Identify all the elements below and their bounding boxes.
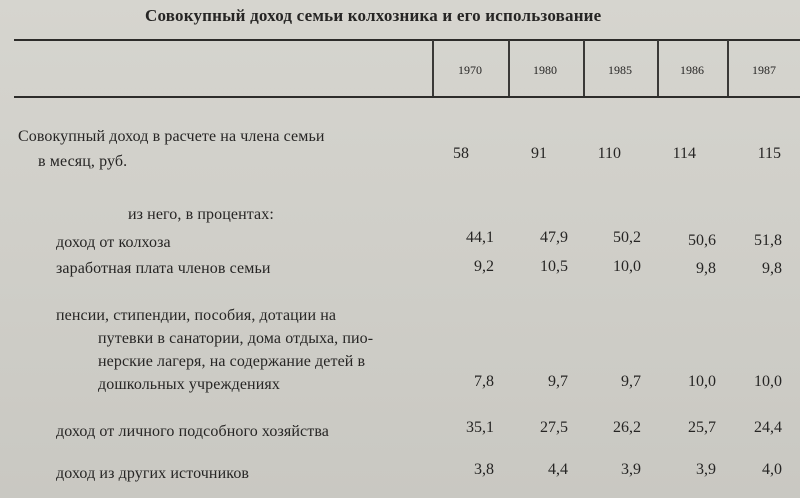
cell-value: 9,8 <box>762 260 782 277</box>
row-label-line: путевки в санатории, дома отдыха, пио- <box>98 330 374 347</box>
cell-value: 58 <box>453 145 469 162</box>
table-title: Совокупный доход семьи колхозника и его использование <box>145 6 602 25</box>
cell-value: 26,2 <box>613 419 641 436</box>
cell-value: 9,2 <box>474 258 494 275</box>
cell-value: 50,6 <box>688 232 716 249</box>
cell-value: 7,8 <box>474 373 494 390</box>
year-header-1986: 1986 <box>680 63 704 77</box>
column-divider <box>657 40 659 96</box>
cell-value: 3,9 <box>696 461 716 478</box>
cell-value: 10,0 <box>754 373 782 390</box>
cell-value: 4,0 <box>762 461 782 478</box>
row-label-line: Совокупный доход в расчете на члена семьи <box>18 128 325 145</box>
row-label-line: доход от колхоза <box>56 234 171 251</box>
cell-value: 4,4 <box>548 461 568 478</box>
cell-value: 9,8 <box>696 260 716 277</box>
cell-value: 10,0 <box>613 258 641 275</box>
header-bottom-rule <box>14 96 800 98</box>
row-label-line: нерские лагеря, на содержание детей в <box>98 353 366 370</box>
cell-value: 10,5 <box>540 258 568 275</box>
cell-value: 9,7 <box>548 373 568 390</box>
cell-value: 9,7 <box>621 373 641 390</box>
cell-value: 25,7 <box>688 419 716 436</box>
cell-value: 50,2 <box>613 229 641 246</box>
cell-value: 114 <box>672 145 696 162</box>
year-header-1970: 1970 <box>458 63 482 77</box>
cell-value: 24,4 <box>754 419 782 436</box>
column-divider <box>583 40 585 96</box>
cell-value: 3,8 <box>474 461 494 478</box>
row-label-line: в месяц, руб. <box>38 153 128 170</box>
cell-value: 47,9 <box>540 229 568 246</box>
cell-value: 51,8 <box>754 232 782 249</box>
cell-value: 27,5 <box>540 419 568 436</box>
column-divider <box>508 40 510 96</box>
cell-value: 10,0 <box>688 373 716 390</box>
row-label-line: доход от личного подсобного хозяйства <box>56 423 329 440</box>
cell-value: 44,1 <box>466 229 494 246</box>
column-divider <box>432 40 434 96</box>
subheading: из него, в процентах: <box>128 206 274 223</box>
cell-value: 115 <box>757 145 781 162</box>
header-top-rule <box>14 39 800 41</box>
column-divider <box>727 40 729 96</box>
row-label-line: пенсии, стипендии, пособия, дотации на <box>56 307 337 324</box>
cell-value: 35,1 <box>466 419 494 436</box>
cell-value: 91 <box>531 145 547 162</box>
year-header-1987: 1987 <box>752 63 776 77</box>
cell-value: 3,9 <box>621 461 641 478</box>
cell-value: 110 <box>597 145 621 162</box>
year-header-1985: 1985 <box>608 63 632 77</box>
row-label-line: дошкольных учреждениях <box>98 376 280 393</box>
row-label-line: доход из других источников <box>56 465 250 482</box>
row-label-line: заработная плата членов семьи <box>56 260 271 277</box>
year-header-1980: 1980 <box>533 63 557 77</box>
